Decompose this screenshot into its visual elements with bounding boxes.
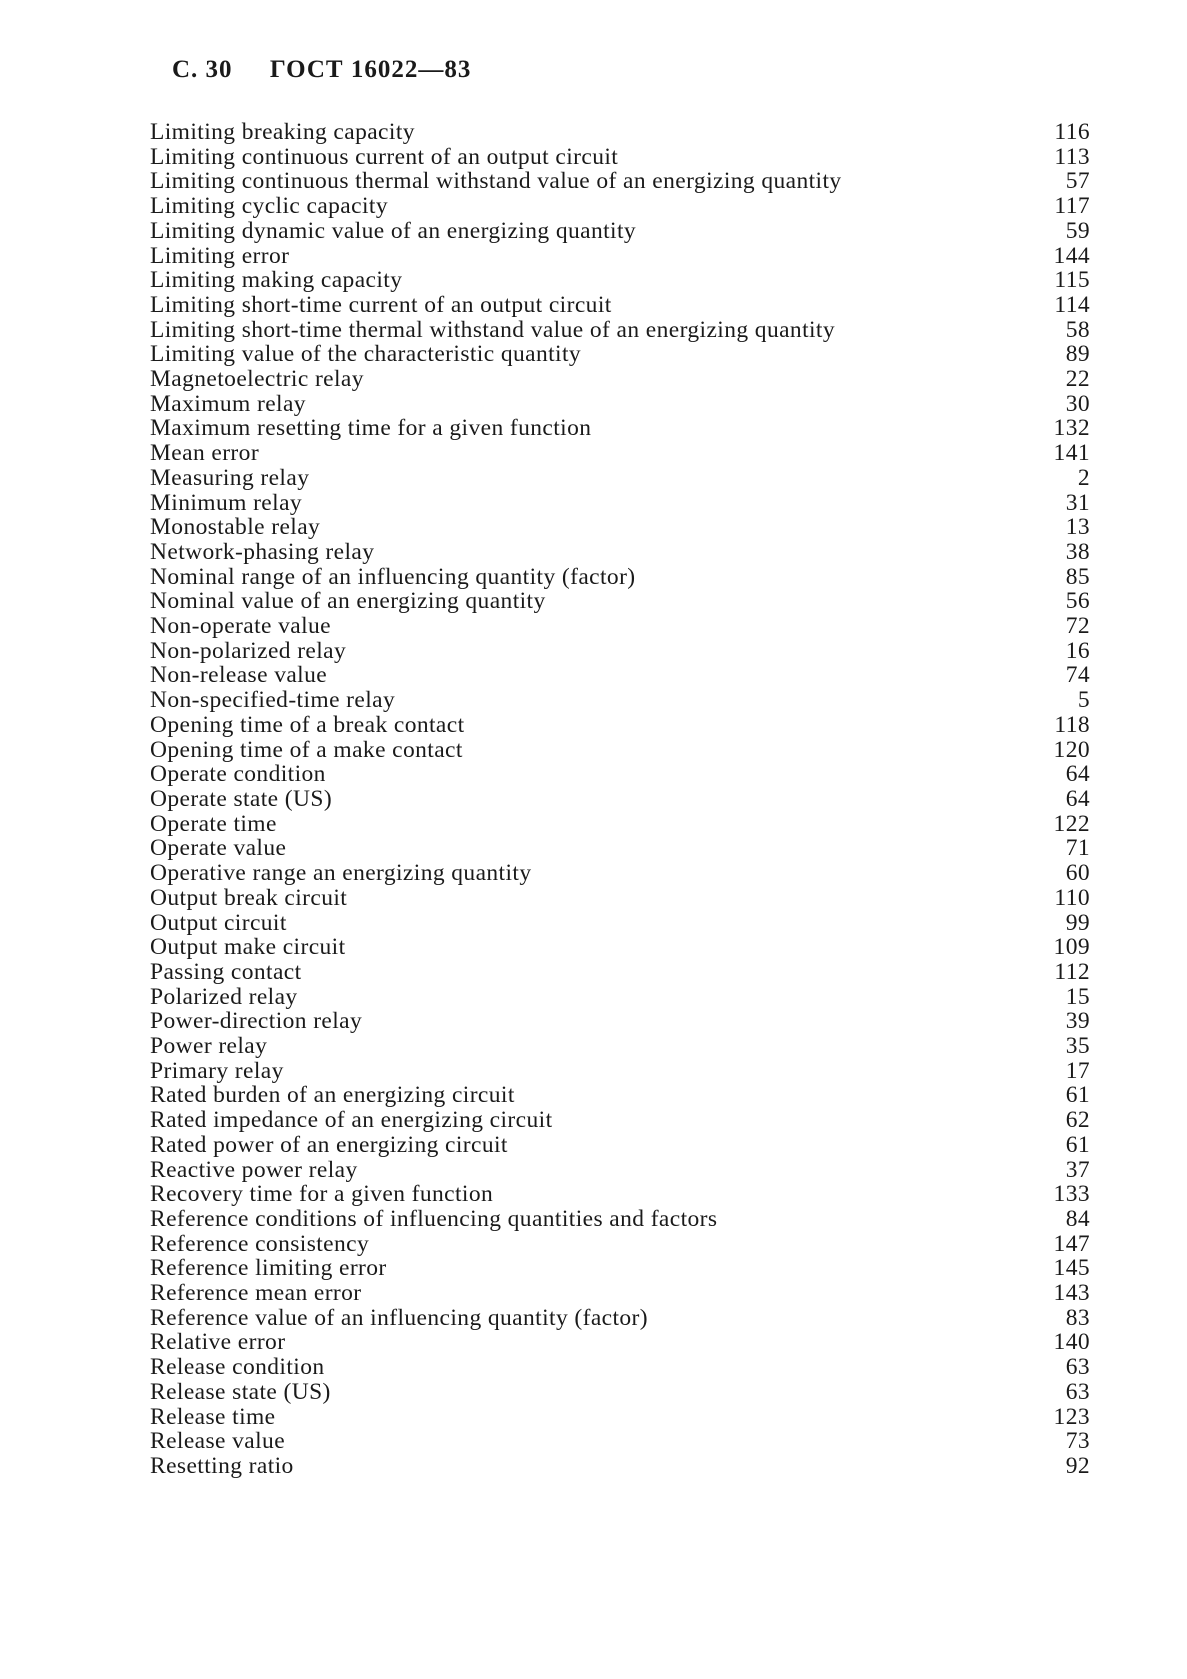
index-page-number: 5	[1077, 687, 1090, 714]
index-page-number: 84	[1065, 1205, 1090, 1232]
index-term: Resetting ratio	[150, 1452, 294, 1479]
index-entry	[150, 342, 1090, 367]
index-page-number: 31	[1065, 489, 1090, 516]
index-term: Power-direction relay	[150, 1008, 363, 1035]
index-entry	[150, 540, 1090, 565]
index-page-number: 38	[1065, 538, 1090, 565]
index-page-number: 122	[1053, 810, 1090, 837]
index-page-number: 35	[1065, 1033, 1090, 1060]
index-page-number: 30	[1065, 390, 1090, 417]
index-page-number: 62	[1065, 1107, 1090, 1134]
index-entry	[150, 1009, 1090, 1034]
index-term: Release state (US)	[150, 1378, 331, 1405]
index-term: Primary relay	[150, 1057, 284, 1084]
index-entry	[150, 589, 1090, 614]
page-header	[172, 56, 471, 84]
index-term: Polarized relay	[150, 983, 298, 1010]
index-page-number: 110	[1054, 884, 1090, 911]
index-page-number: 118	[1054, 711, 1090, 738]
index-entry	[150, 1207, 1090, 1232]
index-entry	[150, 293, 1090, 318]
index-term: Limiting dynamic value of an energizing quantity	[150, 217, 637, 244]
index-term: Rated impedance of an energizing circuit	[150, 1107, 553, 1134]
index-term: Measuring relay	[150, 464, 310, 491]
index-entry	[150, 169, 1090, 194]
index-entry	[150, 1330, 1090, 1355]
term-index-list	[150, 120, 1090, 1479]
index-entry	[150, 738, 1090, 763]
index-entry	[150, 688, 1090, 713]
index-entry	[150, 1306, 1090, 1331]
index-entry	[150, 1405, 1090, 1430]
index-entry	[150, 985, 1090, 1010]
index-term: Reference value of an influencing quantity (factor)	[150, 1304, 649, 1331]
index-entry	[150, 244, 1090, 269]
index-term: Opening time of a make contact	[150, 736, 463, 763]
index-entry	[150, 1133, 1090, 1158]
index-page-number: 114	[1054, 291, 1090, 318]
index-term: Limiting cyclic capacity	[150, 193, 388, 220]
index-term: Network-phasing relay	[150, 538, 375, 565]
index-entry	[150, 935, 1090, 960]
index-page-number: 57	[1065, 168, 1090, 195]
index-page-number: 141	[1053, 440, 1090, 467]
page-number: С. 30	[172, 56, 233, 83]
index-page-number: 16	[1065, 637, 1090, 664]
index-entry	[150, 836, 1090, 861]
index-entry	[150, 491, 1090, 516]
index-page-number: 22	[1065, 366, 1090, 393]
index-term: Non-specified-time relay	[150, 687, 396, 714]
index-entry	[150, 639, 1090, 664]
index-entry	[150, 515, 1090, 540]
index-entry	[150, 614, 1090, 639]
index-term: Magnetoelectric relay	[150, 366, 364, 393]
index-page-number: 143	[1053, 1280, 1090, 1307]
index-entry	[150, 318, 1090, 343]
index-term: Non-release value	[150, 662, 328, 689]
index-term: Minimum relay	[150, 489, 303, 516]
index-entry	[150, 219, 1090, 244]
index-term: Release condition	[150, 1354, 325, 1381]
index-term: Limiting short-time current of an output circuit	[150, 291, 612, 318]
index-entry	[150, 1454, 1090, 1479]
index-page-number: 123	[1053, 1403, 1090, 1430]
index-term: Operative range an energizing quantity	[150, 860, 532, 887]
index-page-number: 59	[1065, 217, 1090, 244]
index-entry	[150, 392, 1090, 417]
index-entry	[150, 565, 1090, 590]
standard-title: ГОСТ 16022—83	[269, 56, 472, 83]
index-entry	[150, 713, 1090, 738]
index-entry	[150, 466, 1090, 491]
index-page-number: 120	[1053, 736, 1090, 763]
index-page-number: 61	[1065, 1131, 1090, 1158]
index-page-number: 71	[1065, 835, 1090, 862]
index-page-number: 117	[1054, 193, 1090, 220]
index-term: Power relay	[150, 1033, 268, 1060]
index-term: Operate condition	[150, 761, 326, 788]
index-page-number: 92	[1065, 1452, 1090, 1479]
index-page-number: 89	[1065, 341, 1090, 368]
index-entry	[150, 911, 1090, 936]
index-term: Opening time of a break contact	[150, 711, 465, 738]
index-page-number: 74	[1065, 662, 1090, 689]
index-entry	[150, 886, 1090, 911]
index-entry	[150, 861, 1090, 886]
index-page-number: 39	[1065, 1008, 1090, 1035]
index-term: Limiting continuous current of an output circuit	[150, 143, 619, 170]
index-term: Maximum relay	[150, 390, 306, 417]
index-page-number: 72	[1065, 613, 1090, 640]
index-term: Output make circuit	[150, 934, 346, 961]
index-page-number: 83	[1065, 1304, 1090, 1331]
index-term: Limiting continuous thermal withstand value of an energizing quantity	[150, 168, 842, 195]
index-term: Release time	[150, 1403, 276, 1430]
index-page-number: 60	[1065, 860, 1090, 887]
index-term: Mean error	[150, 440, 260, 467]
index-term: Reference consistency	[150, 1230, 370, 1257]
index-page-number: 133	[1053, 1181, 1090, 1208]
index-entry	[150, 441, 1090, 466]
index-entry	[150, 1158, 1090, 1183]
index-page-number: 85	[1065, 563, 1090, 590]
index-page-number: 15	[1065, 983, 1090, 1010]
index-page-number: 145	[1053, 1255, 1090, 1282]
index-term: Relative error	[150, 1329, 286, 1356]
index-page-number: 109	[1053, 934, 1090, 961]
index-page-number: 147	[1053, 1230, 1090, 1257]
index-entry	[150, 1429, 1090, 1454]
index-term: Output break circuit	[150, 884, 348, 911]
index-entry	[150, 762, 1090, 787]
index-page-number: 112	[1054, 958, 1090, 985]
index-term: Nominal range of an influencing quantity (factor)	[150, 563, 636, 590]
index-term: Operate value	[150, 835, 287, 862]
index-entry	[150, 1355, 1090, 1380]
index-term: Non-operate value	[150, 613, 332, 640]
index-page-number: 58	[1065, 316, 1090, 343]
index-entry	[150, 1108, 1090, 1133]
index-page-number: 37	[1065, 1156, 1090, 1183]
index-term: Limiting short-time thermal withstand value of an energizing quantity	[150, 316, 836, 343]
index-entry	[150, 145, 1090, 170]
index-entry	[150, 812, 1090, 837]
index-page-number: 113	[1054, 143, 1090, 170]
index-term: Recovery time for a given function	[150, 1181, 494, 1208]
index-term: Reactive power relay	[150, 1156, 358, 1183]
index-term: Operate state (US)	[150, 785, 333, 812]
index-page-number: 132	[1053, 415, 1090, 442]
index-entry	[150, 1083, 1090, 1108]
index-page-number: 140	[1053, 1329, 1090, 1356]
index-term: Reference conditions of influencing quantities and factors	[150, 1205, 718, 1232]
index-entry	[150, 1034, 1090, 1059]
index-entry	[150, 663, 1090, 688]
index-term: Limiting breaking capacity	[150, 119, 415, 145]
index-term: Operate time	[150, 810, 277, 837]
index-page-number: 116	[1054, 119, 1090, 145]
index-page-number: 64	[1065, 785, 1090, 812]
index-page-number: 99	[1065, 909, 1090, 936]
index-entry	[150, 367, 1090, 392]
index-page-number: 63	[1065, 1378, 1090, 1405]
index-page-number: 144	[1053, 242, 1090, 269]
index-term: Reference mean error	[150, 1280, 362, 1307]
index-page-number: 115	[1054, 267, 1090, 294]
index-entry	[150, 1182, 1090, 1207]
index-term: Limiting error	[150, 242, 290, 269]
index-entry	[150, 1059, 1090, 1084]
index-page-number: 73	[1065, 1428, 1090, 1455]
index-term: Maximum resetting time for a given function	[150, 415, 592, 442]
index-term: Limiting making capacity	[150, 267, 403, 294]
index-term: Rated burden of an energizing circuit	[150, 1082, 515, 1109]
index-entry	[150, 120, 1090, 145]
index-entry	[150, 1256, 1090, 1281]
index-term: Nominal value of an energizing quantity	[150, 588, 546, 615]
index-term: Release value	[150, 1428, 286, 1455]
index-entry	[150, 960, 1090, 985]
index-entry	[150, 1281, 1090, 1306]
index-page-number: 64	[1065, 761, 1090, 788]
index-page-number: 56	[1065, 588, 1090, 615]
index-entry	[150, 194, 1090, 219]
index-page-number: 2	[1077, 464, 1090, 491]
index-term: Reference limiting error	[150, 1255, 387, 1282]
index-entry	[150, 1380, 1090, 1405]
index-entry	[150, 1232, 1090, 1257]
index-page-number: 61	[1065, 1082, 1090, 1109]
index-entry	[150, 268, 1090, 293]
index-page-number: 17	[1065, 1057, 1090, 1084]
index-term: Rated power of an energizing circuit	[150, 1131, 508, 1158]
index-term: Limiting value of the characteristic quantity	[150, 341, 582, 368]
index-term: Non-polarized relay	[150, 637, 347, 664]
index-term: Monostable relay	[150, 514, 321, 541]
index-term: Passing contact	[150, 958, 302, 985]
index-page-number: 13	[1065, 514, 1090, 541]
index-entry	[150, 787, 1090, 812]
index-term: Output circuit	[150, 909, 287, 936]
index-page-number: 63	[1065, 1354, 1090, 1381]
index-entry	[150, 416, 1090, 441]
